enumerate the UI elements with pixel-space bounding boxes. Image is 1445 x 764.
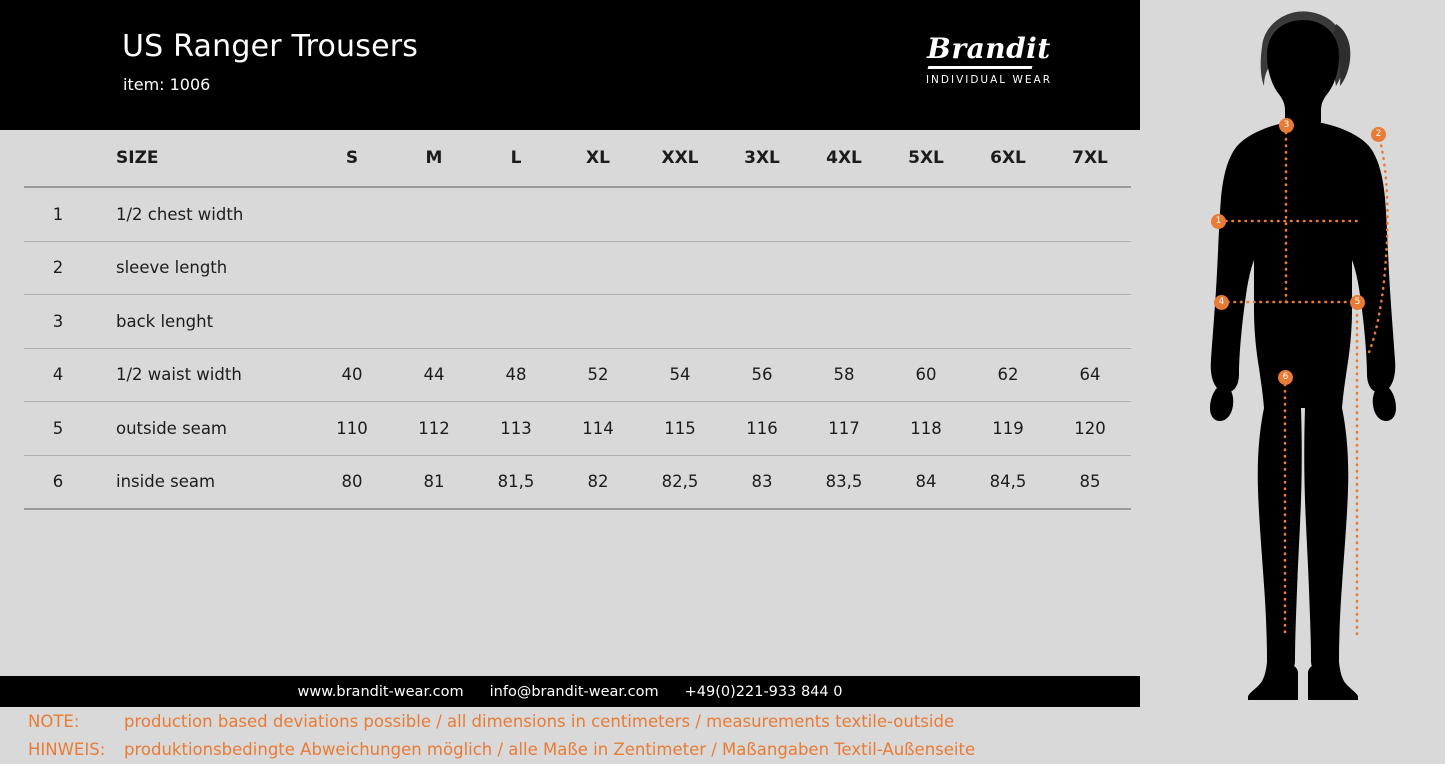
cell-xl: 52 xyxy=(587,365,609,385)
cell-xl: 82 xyxy=(587,472,609,492)
cell-xxl: 115 xyxy=(664,418,696,438)
header-cell-size: SIZE xyxy=(92,130,311,187)
note-en xyxy=(28,708,975,736)
cell-m: 112 xyxy=(418,418,450,438)
cell-xxl: 54 xyxy=(669,365,691,385)
cell-7xl: 85 xyxy=(1079,472,1101,492)
row-number: 1 xyxy=(52,204,64,224)
cell-xxl xyxy=(639,241,721,295)
cell-3xl: 56 xyxy=(751,365,773,385)
brand-name: Brandit xyxy=(927,32,1051,65)
cell-7xl: 64 xyxy=(1079,365,1101,385)
body-silhouette-icon xyxy=(1140,0,1445,707)
cell-l xyxy=(475,187,557,241)
row-number: 3 xyxy=(52,311,64,331)
header-cell-num xyxy=(24,130,92,187)
cell-3xl xyxy=(721,187,803,241)
row-number: 4 xyxy=(52,365,64,385)
row-label: sleeve length xyxy=(116,258,228,278)
cell-4xl: 117 xyxy=(828,418,860,438)
row-number: 2 xyxy=(52,258,64,278)
row-label: 1/2 chest width xyxy=(116,204,244,224)
footer-email[interactable]: info@brandit-wear.com xyxy=(489,683,659,700)
size-table-wrapper xyxy=(0,130,1140,510)
brand-underline xyxy=(927,66,1032,69)
cell-5xl: 60 xyxy=(915,365,937,385)
header-cell-6xl: 6XL xyxy=(967,130,1049,187)
header-cell-xxl: XXL xyxy=(639,130,721,187)
body-figure-panel xyxy=(1140,0,1445,707)
marker-1: 1 xyxy=(1211,214,1226,229)
row-label: outside seam xyxy=(116,418,228,438)
cell-4xl xyxy=(803,187,885,241)
cell-5xl xyxy=(885,241,967,295)
marker-6: 6 xyxy=(1278,370,1293,385)
cell-l xyxy=(475,295,557,349)
table-row xyxy=(24,241,1131,295)
header-cell-7xl: 7XL xyxy=(1049,130,1131,187)
table-row xyxy=(24,455,1131,509)
footer-website[interactable]: www.brandit-wear.com xyxy=(297,683,464,700)
cell-6xl xyxy=(967,295,1049,349)
cell-3xl xyxy=(721,241,803,295)
brand-logo xyxy=(926,34,1052,86)
cell-7xl: 120 xyxy=(1074,418,1106,438)
header-cell-xl: XL xyxy=(557,130,639,187)
item-number: item: 1006 xyxy=(123,75,211,94)
cell-6xl: 62 xyxy=(997,365,1019,385)
notes-block xyxy=(28,708,975,764)
header-cell-4xl: 4XL xyxy=(803,130,885,187)
row-number: 6 xyxy=(52,472,64,492)
table-row xyxy=(24,348,1131,402)
header-cell-3xl: 3XL xyxy=(721,130,803,187)
cell-3xl: 83 xyxy=(751,472,773,492)
cell-6xl xyxy=(967,187,1049,241)
note-de-tag: HINWEIS: xyxy=(28,740,106,759)
cell-xl: 114 xyxy=(582,418,614,438)
cell-6xl: 119 xyxy=(992,418,1024,438)
page-title: US Ranger Trousers xyxy=(122,29,419,64)
footer-bar xyxy=(0,676,1140,707)
cell-6xl xyxy=(967,241,1049,295)
header-cell-l: L xyxy=(475,130,557,187)
note-de xyxy=(28,736,975,764)
cell-s xyxy=(311,241,393,295)
cell-m xyxy=(393,295,475,349)
cell-4xl xyxy=(803,295,885,349)
row-label: inside seam xyxy=(116,472,216,492)
cell-s: 40 xyxy=(341,365,363,385)
cell-3xl: 116 xyxy=(746,418,778,438)
table-row xyxy=(24,402,1131,456)
row-number: 5 xyxy=(52,418,64,438)
cell-5xl xyxy=(885,295,967,349)
table-row xyxy=(24,187,1131,241)
cell-m: 44 xyxy=(423,365,445,385)
size-table xyxy=(24,130,1131,510)
marker-3: 3 xyxy=(1279,118,1294,133)
cell-xxl: 82,5 xyxy=(661,472,699,492)
cell-7xl xyxy=(1049,187,1131,241)
marker-4: 4 xyxy=(1214,295,1229,310)
cell-m xyxy=(393,241,475,295)
cell-l xyxy=(475,241,557,295)
cell-3xl xyxy=(721,295,803,349)
cell-5xl: 118 xyxy=(910,418,942,438)
table-row xyxy=(24,295,1131,349)
size-table-body xyxy=(24,187,1131,509)
cell-xl xyxy=(557,241,639,295)
cell-7xl xyxy=(1049,295,1131,349)
marker-5: 5 xyxy=(1350,295,1365,310)
cell-5xl xyxy=(885,187,967,241)
cell-xl xyxy=(557,295,639,349)
cell-xxl xyxy=(639,187,721,241)
cell-l: 113 xyxy=(500,418,532,438)
cell-s xyxy=(311,295,393,349)
size-table-head xyxy=(24,130,1131,187)
cell-xxl xyxy=(639,295,721,349)
cell-4xl xyxy=(803,241,885,295)
cell-m xyxy=(393,187,475,241)
cell-s: 110 xyxy=(336,418,368,438)
header-bar xyxy=(0,0,1140,130)
row-label: back lenght xyxy=(116,311,214,331)
row-label: 1/2 waist width xyxy=(116,365,242,385)
header-cell-m: M xyxy=(393,130,475,187)
marker-2: 2 xyxy=(1371,127,1386,142)
cell-4xl: 58 xyxy=(833,365,855,385)
note-de-text: produktionsbedingte Abweichungen möglich / alle Maße in Zentimeter / Maßangaben Textil-Außenseite xyxy=(124,740,976,759)
cell-5xl: 84 xyxy=(915,472,937,492)
note-en-text: production based deviations possible / all dimensions in centimeters / measurements textile-outside xyxy=(124,712,955,731)
cell-s xyxy=(311,187,393,241)
table-header-row xyxy=(24,130,1131,187)
header-cell-5xl: 5XL xyxy=(885,130,967,187)
cell-l: 81,5 xyxy=(497,472,535,492)
cell-7xl xyxy=(1049,241,1131,295)
cell-m: 81 xyxy=(423,472,445,492)
cell-l: 48 xyxy=(505,365,527,385)
cell-s: 80 xyxy=(341,472,363,492)
cell-xl xyxy=(557,187,639,241)
note-en-tag: NOTE: xyxy=(28,712,80,731)
header-cell-s: S xyxy=(311,130,393,187)
cell-4xl: 83,5 xyxy=(825,472,863,492)
brand-tagline: INDIVIDUAL WEAR xyxy=(925,74,1052,86)
footer-phone: +49(0)221-933 844 0 xyxy=(684,683,843,700)
cell-6xl: 84,5 xyxy=(989,472,1027,492)
